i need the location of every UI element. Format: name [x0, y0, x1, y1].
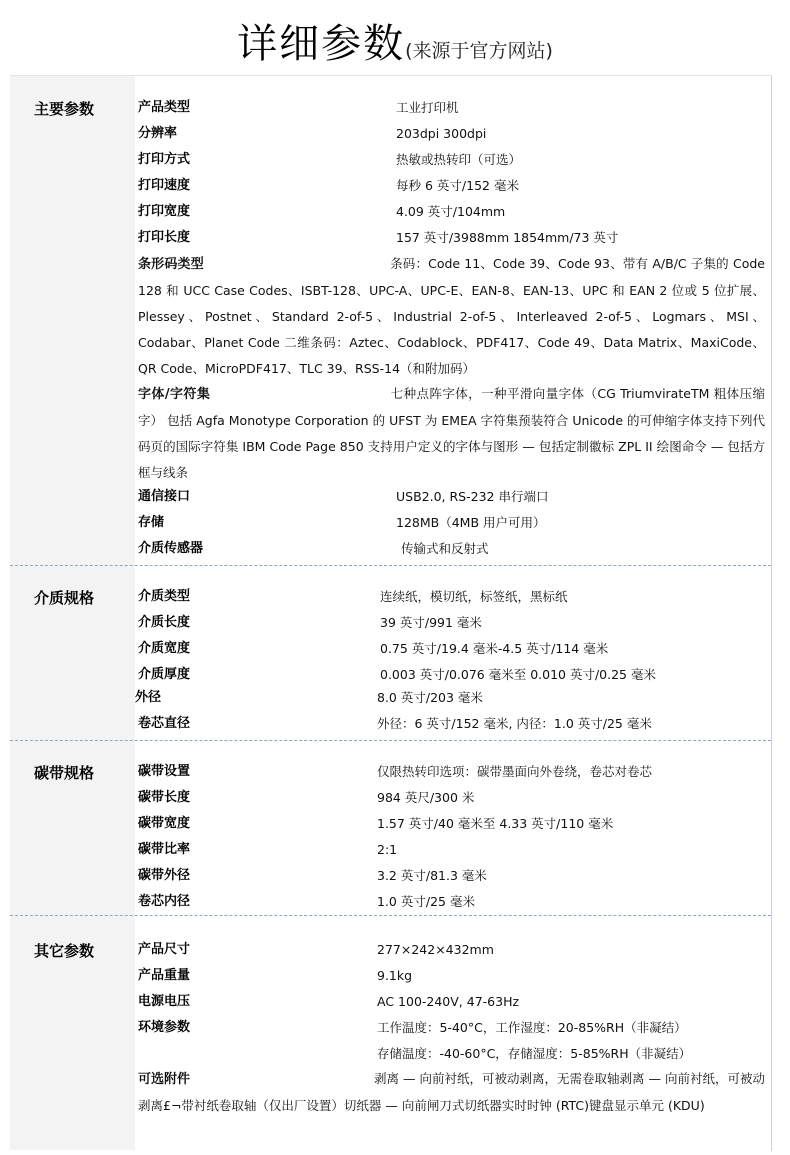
section-title-ribbon: 碳带规格 [34, 764, 95, 782]
spec-label: 打印方式 [138, 152, 191, 167]
fonts-paragraph [138, 381, 765, 486]
spec-value: 277×242×432mm [377, 942, 494, 957]
optional-accessories-paragraph [138, 1066, 765, 1119]
page-subtitle: (来源于官方网站) [405, 40, 553, 62]
spec-value: 984 英尺/300 米 [377, 790, 475, 805]
spec-value: 0.003 英寸/0.076 毫米至 0.010 英寸/0.25 毫米 [380, 667, 656, 682]
spec-value: 七种点阵字体，一种平滑向量字体（CG TriumvirateTM 粗体压缩字） 包括 Agfa Monotype Corporation 的 UFST 为 EMEA 字符集预装符合 Unicode 的可伸缩字体支持下列代码页的国际字符集 IBM Code Page 850 支持用户定义的字体与图形 — 包括定制徽标 ZPL II 绘图命令 — 包括方框与线条 [138, 386, 766, 480]
spec-label: 碳带宽度 [138, 816, 191, 831]
spec-value: 传输式和反射式 [401, 541, 489, 556]
spec-value: 1.0 英寸/25 毫米 [377, 894, 475, 909]
spec-table [10, 75, 772, 1151]
spec-value: 39 英寸/991 毫米 [380, 615, 482, 630]
spec-label: 介质长度 [138, 615, 191, 630]
spec-label: 卷芯内径 [138, 894, 191, 909]
spec-value: 1.57 英寸/40 毫米至 4.33 英寸/110 毫米 [377, 816, 614, 831]
spec-label: 字体/字符集 [138, 387, 211, 402]
spec-value: 工作温度：5-40°C，工作湿度：20-85%RH（非凝结） [377, 1020, 687, 1035]
spec-value: 8.0 英寸/203 毫米 [377, 690, 483, 705]
spec-value: 157 英寸/3988mm 1854mm/73 英寸 [396, 230, 619, 245]
spec-value: AC 100-240V, 47-63Hz [377, 994, 520, 1009]
spec-label: 碳带外径 [138, 868, 191, 883]
spec-label: 介质类型 [138, 589, 191, 604]
spec-label: 外径 [135, 690, 162, 705]
page-title: 详细参数 [237, 21, 406, 67]
spec-value: 连续纸，模切纸，标签纸，黑标纸 [380, 589, 568, 604]
spec-label: 卷芯直径 [138, 716, 191, 731]
spec-label: 产品重量 [138, 968, 191, 983]
spec-label: 存储 [138, 515, 165, 530]
spec-label: 打印速度 [138, 178, 191, 193]
spec-label: 碳带长度 [138, 790, 191, 805]
spec-value: 剥离 — 向前衬纸，可被动剥离，无需卷取轴剥离 — 向前衬纸，可被动剥离£¬带衬纸卷取轴（仅出厂设置）切纸器 — 向前闸刀式切纸器实时时钟 (RTC)键盘显示单元 (KDU) [138, 1071, 765, 1113]
spec-label: 条形码类型 [138, 257, 204, 272]
spec-label: 介质传感器 [138, 541, 204, 556]
spec-value: 4.09 英寸/104mm [396, 204, 506, 219]
spec-value: 128MB（4MB 用户可用） [396, 515, 546, 530]
section-title-main: 主要参数 [34, 100, 95, 118]
spec-label: 产品尺寸 [138, 942, 191, 957]
spec-label: 产品类型 [138, 100, 191, 115]
section-title-media: 介质规格 [34, 589, 95, 607]
spec-value: 2:1 [377, 842, 398, 857]
spec-value: 热敏或热转印（可选） [396, 152, 522, 167]
spec-label: 通信接口 [138, 489, 191, 504]
spec-value: 每秒 6 英寸/152 毫米 [396, 178, 519, 193]
spec-label: 可选附件 [138, 1072, 191, 1087]
section-divider [10, 565, 771, 566]
spec-value: 3.2 英寸/81.3 毫米 [377, 868, 487, 883]
spec-value: USB2.0, RS-232 串行端口 [396, 489, 549, 504]
section-divider [10, 915, 771, 916]
spec-value: 0.75 英寸/19.4 毫米-4.5 英寸/114 毫米 [380, 641, 609, 656]
barcode-types-paragraph [138, 251, 765, 382]
spec-value-storage-env: 存储温度：-40-60°C，存储湿度：5-85%RH（非凝结） [377, 1046, 692, 1061]
page-title-block [0, 12, 790, 69]
section-divider [10, 740, 771, 741]
spec-label: 打印宽度 [138, 204, 191, 219]
spec-value: 203dpi 300dpi [396, 126, 487, 141]
spec-label: 分辨率 [138, 126, 178, 141]
spec-label: 电源电压 [138, 994, 191, 1009]
spec-label: 介质厚度 [138, 667, 191, 682]
spec-label: 打印长度 [138, 230, 191, 245]
spec-label: 碳带设置 [138, 764, 191, 779]
spec-value: 9.1kg [377, 968, 413, 983]
spec-value: 仅限热转印选项：碳带墨面向外卷绕，卷芯对卷芯 [377, 764, 653, 779]
spec-label: 环境参数 [138, 1020, 191, 1035]
section-title-other: 其它参数 [34, 942, 95, 960]
spec-label: 介质宽度 [138, 641, 191, 656]
spec-value: 外径：6 英寸/152 毫米, 内径：1.0 英寸/25 毫米 [377, 716, 652, 731]
spec-value: 条码：Code 11、Code 39、Code 93、带有 A/B/C 子集的 Code 128 和 UCC Case Codes、ISBT-128、UPC-A、UPC-E、EAN-8、EAN-13、UPC 和 EAN 2 位或 5 位扩展、Plessey、Postnet、Standard 2-of-5、Industrial 2-of-5、Interleaved 2-of-5、Logmars、MSI、Codabar、Planet Code 二维条码：Aztec、Codablock、PDF417、Code 49、Data Matrix、MaxiCode、QR Code、MicroPDF417、TLC 39、RSS-14（和附加码） [138, 256, 765, 376]
spec-value: 工业打印机 [396, 100, 459, 115]
spec-label: 碳带比率 [138, 842, 191, 857]
